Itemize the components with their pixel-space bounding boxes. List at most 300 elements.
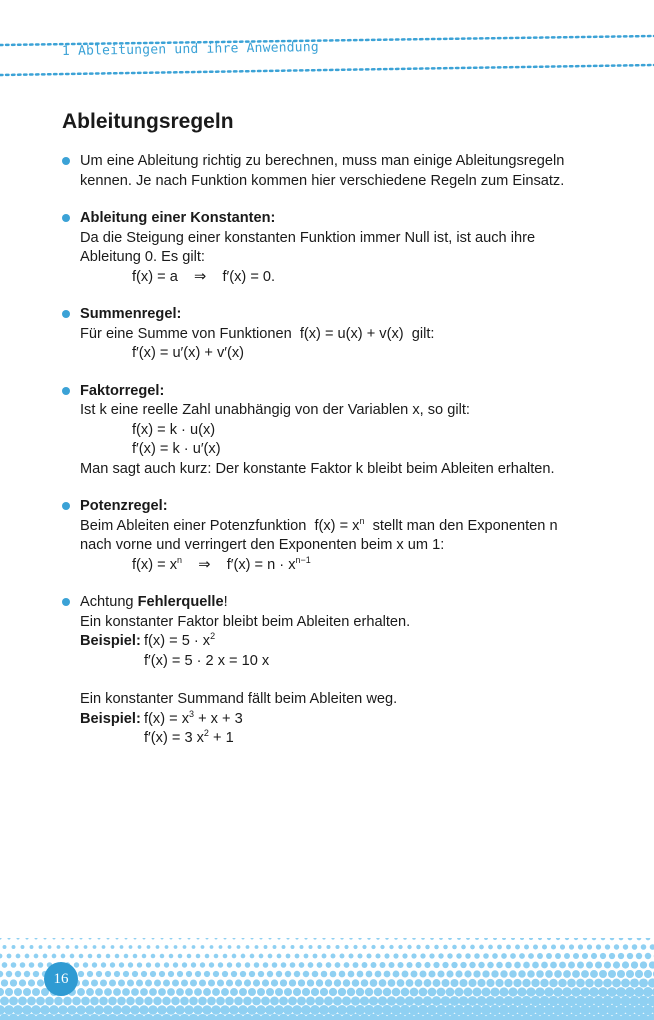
halftone-dot: [521, 996, 531, 1006]
halftone-dot: [428, 970, 435, 977]
halftone-dot: [328, 1005, 338, 1015]
halftone-dot: [52, 954, 57, 959]
halftone-dot: [436, 1005, 446, 1015]
halftone-dot: [201, 945, 205, 949]
halftone-dot: [548, 996, 558, 1006]
halftone-dot: [95, 988, 103, 996]
halftone-dot: [259, 954, 264, 959]
halftone-dot: [544, 1005, 554, 1015]
halftone-dot: [396, 996, 405, 1005]
halftone-dot: [240, 971, 246, 977]
halftone-dot: [634, 1005, 644, 1015]
formula-part: f(x) = 5 · x: [144, 633, 211, 649]
formula-part: + x + 3: [194, 710, 243, 727]
halftone-dot: [644, 970, 652, 978]
halftone-dot: [263, 962, 269, 968]
halftone-dot: [124, 954, 129, 959]
halftone-dot: [191, 962, 196, 967]
halftone-dot: [411, 971, 418, 978]
halftone-dot: [370, 979, 378, 987]
halftone-dot: [464, 970, 471, 977]
halftone-dot: [102, 945, 106, 949]
halftone-dot: [559, 962, 566, 969]
halftone-dot: [500, 970, 507, 977]
halftone-dot: [297, 996, 306, 1005]
halftone-dot: [553, 1005, 563, 1015]
halftone-dot: [203, 988, 211, 996]
halftone-dot: [351, 996, 360, 1005]
halftone-dot: [63, 997, 72, 1006]
halftone-dot: [442, 979, 450, 987]
power-rule-formula: [80, 556, 622, 576]
halftone-dot: [31, 1005, 41, 1015]
halftone-dot: [326, 962, 332, 968]
halftone-dot: [273, 945, 277, 949]
halftone-dot: [604, 961, 611, 968]
halftone-dot: [209, 962, 214, 967]
halftone-dot: [455, 970, 462, 977]
halftone-dot: [433, 979, 441, 987]
constant-rule-formula: f(x) = a ⇒ f′(x) = 0.: [132, 268, 276, 285]
halftone-dot: [304, 954, 309, 959]
halftone-dot: [301, 1005, 311, 1015]
sum-rule-item: [62, 305, 622, 364]
halftone-dot: [21, 945, 25, 949]
sum-rule-heading: Summenregel:: [80, 306, 182, 322]
halftone-dot: [506, 945, 511, 950]
halftone-dot: [375, 971, 382, 978]
halftone-dot: [271, 979, 278, 986]
rules-list: [62, 152, 622, 767]
halftone-dot: [104, 988, 112, 996]
halftone-dot: [616, 1005, 626, 1015]
halftone-dot: [119, 962, 124, 967]
halftone-dot: [154, 979, 161, 986]
halftone-dot: [455, 988, 464, 997]
halftone-dot: [384, 971, 391, 978]
halftone-dot: [450, 979, 458, 987]
halftone-dot: [136, 979, 143, 986]
halftone-dot: [30, 945, 34, 949]
halftone-dot: [369, 996, 378, 1005]
halftone-dot: [3, 945, 7, 949]
halftone-dot: [621, 979, 630, 988]
halftone-dot: [553, 987, 562, 996]
halftone-dot: [138, 945, 142, 949]
halftone-dot: [347, 988, 355, 996]
halftone-dot: [564, 953, 570, 959]
halftone-dot: [479, 945, 484, 950]
halftone-dot: [317, 962, 323, 968]
halftone-dot: [258, 971, 264, 977]
halftone-dot: [352, 979, 360, 987]
halftone-dot: [121, 1005, 130, 1014]
halftone-dot: [594, 979, 603, 988]
halftone-dot: [96, 971, 102, 977]
halftone-dot: [541, 962, 548, 969]
halftone-dot: [86, 988, 94, 996]
halftone-dot: [58, 1005, 68, 1015]
halftone-dot: [335, 945, 339, 949]
halftone-dot: [602, 996, 612, 1006]
halftone-dot: [523, 962, 530, 969]
halftone-dot: [513, 979, 521, 987]
halftone-dot: [110, 962, 115, 967]
halftone-dot: [190, 979, 197, 986]
halftone-dot: [542, 944, 547, 949]
halftone-dot: [67, 1005, 77, 1015]
halftone-dot: [371, 945, 375, 949]
halftone-dot: [18, 997, 27, 1006]
halftone-dot: [636, 953, 642, 959]
halftone-dot: [405, 996, 415, 1006]
example-line: [80, 652, 622, 672]
halftone-dot: [148, 1005, 157, 1014]
halftone-dot: [272, 962, 278, 968]
halftone-dot: [607, 1005, 617, 1015]
halftone-dot: [589, 987, 599, 997]
halftone-dot: [112, 1005, 121, 1014]
halftone-dot: [477, 996, 487, 1006]
halftone-dot: [14, 988, 22, 996]
halftone-dot: [321, 971, 328, 978]
halftone-dot: [558, 979, 567, 988]
example-line: [80, 632, 622, 652]
halftone-dot: [640, 961, 647, 968]
halftone-dot: [76, 1005, 86, 1015]
halftone-dot: [266, 988, 274, 996]
factor-rule-item: [62, 382, 622, 480]
halftone-dot: [496, 962, 503, 969]
halftone-dot: [229, 1005, 239, 1015]
halftone-dot: [185, 988, 193, 996]
halftone-dot: [267, 971, 273, 977]
halftone-dot: [343, 979, 351, 987]
halftone-dot: [81, 997, 90, 1006]
halftone-dot: [641, 944, 647, 950]
page-number: 16: [44, 962, 78, 996]
halftone-dot: [300, 945, 304, 949]
halftone-dot: [168, 971, 174, 977]
exponent: 2: [203, 728, 209, 738]
intro-line: Um eine Ableitung richtig zu berechnen, muss man einige Ableitungsregeln: [80, 153, 565, 169]
halftone-dot: [424, 979, 432, 987]
halftone-dot: [563, 970, 571, 978]
halftone-dot: [280, 979, 287, 986]
halftone-dot: [409, 1005, 419, 1015]
halftone-dot: [274, 1005, 284, 1015]
halftone-dot: [228, 945, 232, 949]
halftone-dot: [126, 997, 135, 1006]
halftone-dot: [497, 945, 502, 950]
halftone-dot: [550, 962, 557, 969]
halftone-dot: [284, 988, 292, 996]
halftone-dot: [522, 979, 530, 987]
halftone-dot: [598, 987, 608, 997]
halftone-dot: [66, 945, 70, 949]
halftone-dot: [268, 954, 273, 959]
halftone-dot: [239, 988, 247, 996]
halftone-dot: [414, 996, 424, 1006]
halftone-dot: [57, 945, 61, 949]
halftone-dot: [379, 979, 387, 987]
halftone-dot: [486, 996, 496, 1006]
halftone-dot: [331, 954, 336, 959]
halftone-dot: [391, 1005, 401, 1015]
halftone-dot: [144, 997, 153, 1006]
halftone-dot: [419, 970, 426, 977]
halftone-dot: [129, 945, 133, 949]
halftone-dot: [163, 979, 170, 986]
halftone-dot: [329, 988, 337, 996]
halftone-dot: [464, 988, 473, 997]
halftone-dot: [595, 961, 602, 968]
halftone-dot: [9, 997, 18, 1006]
halftone-dot: [326, 945, 330, 949]
halftone-dot: [320, 988, 328, 996]
halftone-dot: [145, 979, 152, 986]
halftone-dot: [582, 953, 588, 959]
halftone-dot: [158, 988, 166, 996]
halftone-dot: [445, 1005, 455, 1015]
halftone-dot: [15, 971, 21, 977]
halftone-dot: [555, 953, 561, 959]
halftone-dot: [609, 953, 615, 959]
halftone-dot: [366, 971, 373, 978]
halftone-dot: [207, 997, 216, 1006]
halftone-dot: [334, 979, 341, 986]
halftone-dot: [93, 945, 97, 949]
halftone-dot: [337, 1005, 347, 1015]
halftone-dot: [533, 945, 538, 950]
halftone-dot: [181, 979, 188, 986]
error-source-label: Fehlerquelle: [137, 594, 224, 610]
formula-part: + 1: [208, 730, 234, 746]
halftone-dot: [27, 997, 36, 1006]
halftone-dot: [285, 971, 291, 977]
halftone-dot: [366, 953, 371, 958]
halftone-dot: [155, 962, 160, 967]
halftone-dot: [120, 945, 124, 949]
halftone-dot: [246, 945, 250, 949]
text-part: Achtung: [80, 594, 138, 610]
halftone-dot: [23, 988, 31, 996]
halftone-dot: [118, 979, 125, 986]
halftone-dot: [248, 988, 256, 996]
formula-part: f′(x) = 3 x: [144, 730, 204, 746]
halftone-dot: [10, 979, 17, 986]
halftone-dot: [325, 979, 332, 986]
halftone-dot: [306, 996, 315, 1005]
halftone-dot: [446, 970, 453, 977]
halftone-dot: [477, 979, 485, 987]
halftone-dot: [505, 962, 512, 969]
halftone-dot: [114, 971, 120, 977]
halftone-dot: [283, 1005, 293, 1015]
halftone-dot: [70, 954, 75, 959]
example-line: [80, 729, 622, 749]
halftone-dot: [1, 979, 8, 986]
halftone-dot: [429, 953, 434, 958]
intro-line: kennen. Je nach Funktion kommen hier verschiedene Regeln zum Einsatz.: [80, 172, 565, 189]
halftone-dot: [90, 997, 99, 1006]
halftone-dot: [196, 954, 201, 959]
halftone-dot: [292, 1005, 302, 1015]
halftone-dot: [106, 954, 111, 959]
halftone-dot: [357, 971, 364, 978]
halftone-dot: [74, 962, 79, 967]
halftone-dot: [160, 954, 165, 959]
halftone-dot: [501, 953, 507, 959]
halftone-dot: [88, 954, 93, 959]
halftone-dot: [620, 996, 630, 1006]
halftone-dot: [176, 988, 184, 996]
halftone-dot: [214, 954, 219, 959]
halftone-dot: [175, 1005, 184, 1014]
exponent: n: [359, 515, 365, 526]
halftone-dot: [515, 945, 520, 950]
halftone-dot: [474, 953, 480, 959]
factor-rule-heading: Faktorregel:: [80, 382, 165, 399]
halftone-dot: [275, 988, 283, 996]
halftone-dot: [202, 1005, 212, 1015]
halftone-dot: [535, 987, 544, 996]
halftone-dot: [111, 945, 115, 949]
halftone-dot: [517, 987, 526, 996]
halftone-dot: [315, 996, 324, 1005]
halftone-dot: [200, 962, 205, 967]
power-rule-heading: Potenzregel:: [80, 498, 168, 514]
halftone-dot: [571, 1005, 581, 1015]
halftone-dot: [357, 953, 362, 958]
halftone-dot: [599, 970, 607, 978]
halftone-dot: [299, 962, 305, 968]
halftone-dot: [643, 1005, 653, 1015]
halftone-dot: [442, 962, 448, 968]
halftone-dot: [382, 1005, 392, 1015]
halftone-dot: [397, 979, 405, 987]
halftone-dot: [643, 987, 653, 997]
halftone-dot: [584, 996, 594, 1006]
halftone-dot: [157, 1005, 166, 1014]
halftone-dot: [128, 962, 133, 967]
text-part: !: [223, 594, 228, 610]
halftone-dot: [279, 997, 288, 1006]
halftone-dot: [37, 979, 44, 986]
halftone-dot: [490, 987, 499, 996]
halftone-dot: [380, 945, 384, 949]
halftone-dot: [282, 945, 286, 949]
halftone-dot: [572, 970, 580, 978]
halftone-dot: [291, 945, 295, 949]
halftone-dot: [103, 1005, 113, 1015]
halftone-dot: [335, 962, 341, 968]
halftone-dot: [451, 962, 457, 968]
halftone-dot: [616, 987, 626, 997]
halftone-dot: [425, 945, 429, 949]
halftone-dot: [418, 1005, 428, 1015]
halftone-dot: [503, 996, 513, 1006]
halftone-dot: [83, 962, 88, 967]
halftone-dot: [617, 970, 625, 978]
example-line: [80, 710, 622, 730]
halftone-dot: [438, 953, 443, 958]
halftone-dot: [244, 979, 251, 986]
halftone-dot: [551, 944, 556, 949]
halftone-dot: [218, 962, 223, 967]
halftone-dot: [581, 970, 589, 978]
halftone-dot: [78, 971, 84, 977]
halftone-dot: [270, 997, 279, 1006]
halftone-dot: [353, 945, 357, 949]
halftone-dot: [288, 997, 297, 1006]
halftone-dot: [530, 996, 540, 1006]
halftone-dot: [162, 997, 171, 1006]
halftone-dot: [97, 954, 102, 959]
halftone-dot: [456, 953, 461, 958]
halftone-dot: [130, 1005, 139, 1014]
halftone-dot: [139, 1005, 148, 1014]
halftone-dot: [631, 961, 638, 968]
halftone-dot: [481, 1005, 491, 1015]
halftone-dot: [613, 961, 620, 968]
halftone-dot: [575, 996, 585, 1006]
halftone-dot: [79, 954, 84, 959]
halftone-dot: [38, 962, 44, 968]
halftone-dot: [221, 988, 229, 996]
halftone-dot: [149, 988, 157, 996]
halftone-dot: [537, 953, 543, 959]
halftone-dot: [193, 1005, 203, 1015]
halftone-dot: [87, 971, 93, 977]
formula-part: f′(x) = 5 · 2 x = 10 x: [144, 652, 270, 669]
halftone-dot: [589, 1005, 599, 1015]
halftone-dot: [618, 953, 624, 959]
halftone-dot: [137, 962, 142, 967]
halftone-dot: [135, 997, 144, 1006]
halftone-dot: [77, 988, 85, 996]
halftone-dot: [355, 1005, 365, 1015]
halftone-dot: [605, 944, 610, 949]
halftone-dot: [231, 971, 237, 977]
halftone-dot: [166, 1005, 175, 1014]
halftone-dot: [177, 971, 183, 977]
halftone-dot: [546, 953, 552, 959]
halftone-dot: [397, 962, 403, 968]
halftone-dot: [452, 945, 457, 950]
halftone-dot: [378, 996, 387, 1005]
halftone-dot: [265, 1005, 275, 1015]
halftone-dot: [349, 954, 354, 959]
halftone-dot: [434, 945, 439, 950]
halftone-dot: [598, 1005, 608, 1015]
halftone-dot: [573, 953, 579, 959]
halftone-dot: [43, 954, 48, 959]
halftone-dot: [32, 988, 40, 996]
halftone-dot: [342, 996, 351, 1005]
halftone-dot: [122, 988, 130, 996]
halftone-dot: [303, 971, 310, 978]
halftone-dot: [29, 962, 35, 968]
halftone-dot: [587, 944, 592, 949]
halftone-dot: [313, 954, 318, 959]
halftone-dot: [535, 1005, 545, 1015]
halftone-dot: [123, 971, 129, 977]
halftone-dot: [388, 962, 394, 968]
halftone-dot: [504, 979, 512, 987]
halftone-dot: [346, 1005, 356, 1015]
halftone-dot: [312, 971, 319, 978]
